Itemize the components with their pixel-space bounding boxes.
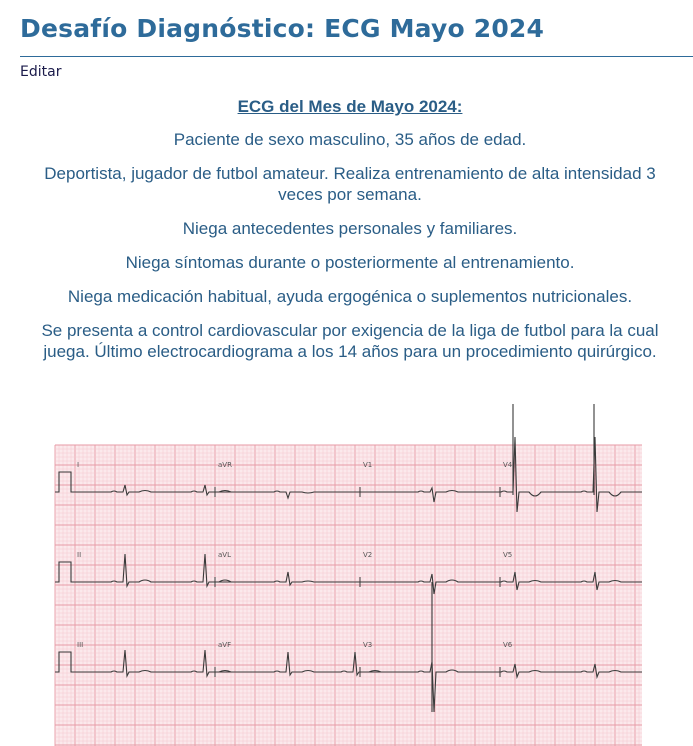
article-paragraph-5: Niega medicación habitual, ayuda ergogénica o suplementos nutricionales. xyxy=(67,287,633,306)
article-heading: ECG del Mes de Mayo 2024: xyxy=(237,97,463,116)
ecg-lead-label: aVL xyxy=(218,551,231,559)
edit-link[interactable]: Editar xyxy=(20,64,62,80)
article-paragraph-3: Niega antecedentes personales y familiares. xyxy=(182,219,518,238)
ecg-lead-label: V6 xyxy=(503,641,513,649)
title-divider xyxy=(20,56,693,57)
article-paragraph-4: Niega síntomas durante o posteriormente al entrenamiento. xyxy=(125,253,575,272)
ecg-lead-label: V2 xyxy=(363,551,373,559)
ecg-lead-label: I xyxy=(77,461,80,469)
article-paragraph-2: Deportista, jugador de futbol amateur. Realiza entrenamiento de alta intensidad 3 veces por semana. xyxy=(44,164,656,204)
page-title: Desafío Diagnóstico: ECG Mayo 2024 xyxy=(20,14,545,43)
ecg-lead-label: V4 xyxy=(503,461,513,469)
ecg-lead-label: V1 xyxy=(363,461,373,469)
ecg-lead-label: V3 xyxy=(363,641,373,649)
ecg-image xyxy=(0,400,693,746)
article-body xyxy=(28,96,672,375)
ecg-tracing xyxy=(0,400,693,746)
ecg-lead-label: V5 xyxy=(503,551,513,559)
ecg-lead-label: aVR xyxy=(218,461,232,469)
ecg-lead-label: III xyxy=(77,641,84,649)
ecg-lead-label: aVF xyxy=(218,641,232,649)
article-paragraph-1: Paciente de sexo masculino, 35 años de edad. xyxy=(173,130,527,149)
article-paragraph-6: Se presenta a control cardiovascular por exigencia de la liga de futbol para la cual juega. Último electrocardiograma a los 14 años para un procedimiento quirúrgico. xyxy=(41,321,659,361)
ecg-lead-label: II xyxy=(77,551,82,559)
